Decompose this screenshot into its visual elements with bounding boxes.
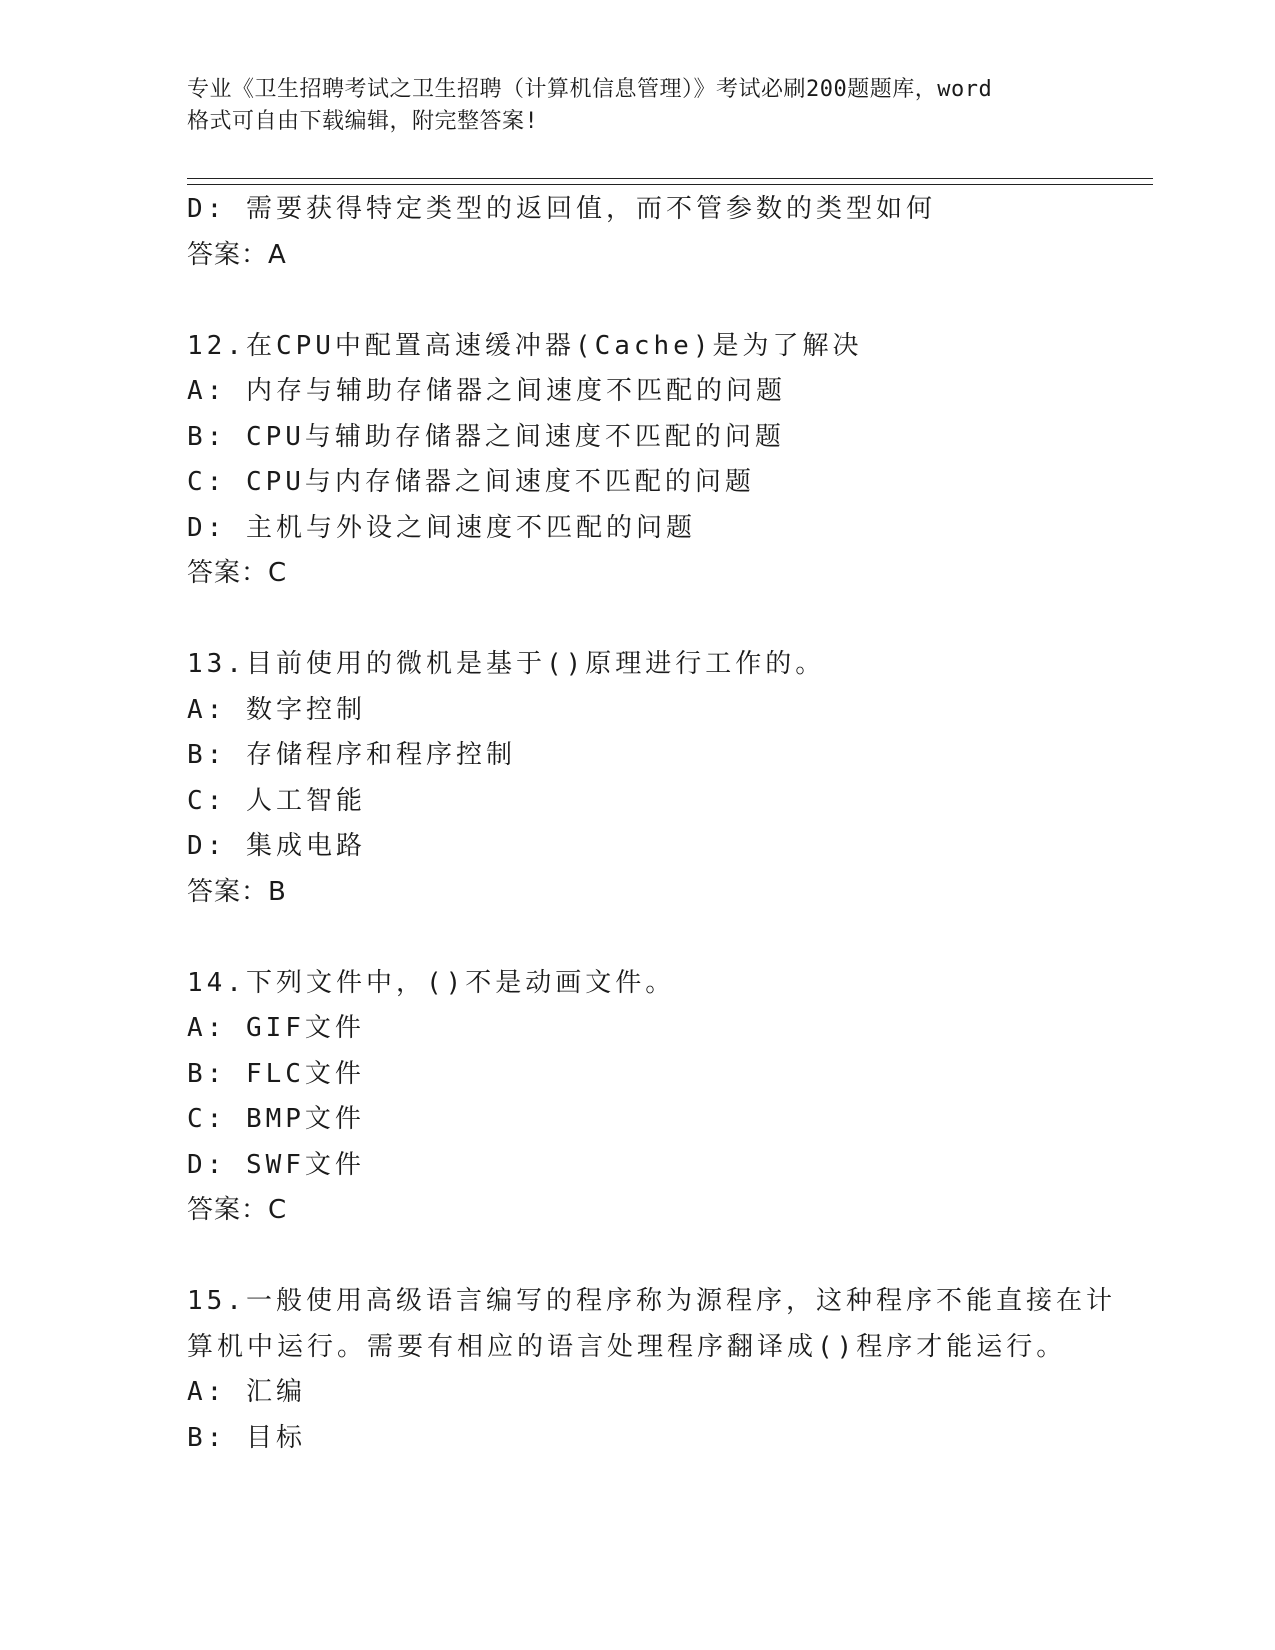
question-list	[187, 187, 1116, 1461]
header-divider-bottom	[187, 184, 1153, 185]
question-15-option-a: A: 汇编	[187, 1377, 306, 1407]
question-15-stem-line-2: 算机中运行。需要有相应的语言处理程序翻译成()程序才能运行。	[187, 1331, 1067, 1362]
question-12-stem: 12.在CPU中配置高速缓冲器(Cache)是为了解决	[187, 330, 863, 361]
question-15-stem-line-1: 15.一般使用高级语言编写的程序称为源程序，这种程序不能直接在计	[187, 1286, 1116, 1316]
header-divider-top	[187, 178, 1153, 179]
question-13-option-d: D: 集成电路	[187, 831, 366, 861]
question-13-stem: 13.目前使用的微机是基于()原理进行工作的。	[187, 649, 826, 679]
question-12-option-c: C: CPU与内存储器之间速度不匹配的问题	[187, 467, 755, 497]
spacer	[187, 1234, 1087, 1280]
question-14-option-b: B: FLC文件	[187, 1058, 365, 1089]
question-12-option-a: A: 内存与辅助存储器之间速度不匹配的问题	[187, 376, 786, 406]
question-14-option-c: C: BMP文件	[187, 1104, 365, 1134]
header-title-line-2: 格式可自由下载编辑，附完整答案!	[187, 109, 539, 134]
question-14-answer: 答案：C	[187, 1195, 288, 1225]
prev-question-option-d: D: 需要获得特定类型的返回值，而不管参数的类型如何	[187, 194, 936, 224]
question-15-option-b: B: 目标	[187, 1422, 306, 1453]
question-13-option-a: A: 数字控制	[187, 694, 366, 725]
question-14-option-d: D: SWF文件	[187, 1149, 365, 1180]
spacer	[187, 597, 1087, 643]
question-12-option-d: D: 主机与外设之间速度不匹配的问题	[187, 512, 696, 543]
spacer	[187, 915, 1087, 961]
document-header	[187, 74, 1087, 138]
question-13-option-c: C: 人工智能	[187, 785, 366, 816]
question-14-stem: 14.下列文件中，()不是动画文件。	[187, 967, 676, 998]
question-13-option-b: B: 存储程序和程序控制	[187, 740, 516, 770]
question-14-option-a: A: GIF文件	[187, 1013, 365, 1043]
spacer	[187, 278, 1087, 324]
question-12-answer: 答案：C	[187, 558, 288, 588]
header-title-line-1: 专业《卫生招聘考试之卫生招聘（计算机信息管理）》考试必刷200题题库，word	[187, 77, 993, 102]
question-13-answer: 答案：B	[187, 876, 287, 907]
prev-question-answer: 答案：A	[187, 239, 287, 270]
question-12-option-b: B: CPU与辅助存储器之间速度不匹配的问题	[187, 421, 785, 452]
